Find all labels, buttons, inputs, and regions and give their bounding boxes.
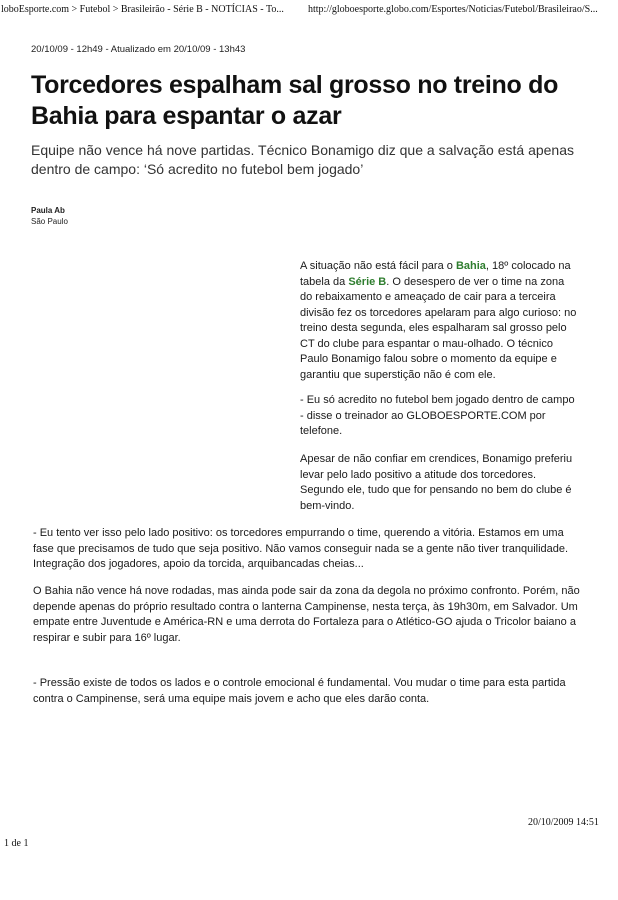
- link-serie-b[interactable]: Série B: [348, 275, 387, 288]
- paragraph-quote-coach: - Eu só acredito no futebol bem jogado dentro de campo - disse o treinador ao GLOBOESPORTE.COM por telefone.: [300, 394, 575, 437]
- page-number: 1 de 1: [4, 838, 29, 849]
- author-location: São Paulo: [31, 217, 68, 226]
- intro-text-2: , 18º colocado na tabela da: [300, 260, 571, 288]
- paragraph-pressure: - Pressão existe de todos os lados e o controle emocional é fundamental. Vou mudar o time para esta partida contra o Campinense, será uma equipe mais jovem e acho que eles darão conta.: [33, 677, 566, 705]
- paragraph-intro: [300, 259, 578, 383]
- article-subtitle: Equipe não vence há nove partidas. Técnico Bonamigo diz que a salvação está apenas dentro de campo: ‘Só acredito no futebol bem jogado’: [31, 142, 574, 177]
- article-title: Torcedores espalham sal grosso no treino do Bahia para espantar o azar: [31, 71, 559, 130]
- paragraph-positive-side: - Eu tento ver isso pelo lado positivo: os torcedores empurrando o time, querendo a vitória. Estamos em uma fase que precisamos de tudo que seja positivo. Não vamos conseguir nada se a gente não tiver tranquilidade. Integração dos jogadores, apoio da torcida, arquibancadas cheias...: [33, 527, 569, 570]
- byline: [31, 205, 68, 227]
- intro-text-1: A situação não está fácil para o: [300, 260, 456, 272]
- link-bahia[interactable]: Bahia: [455, 260, 486, 272]
- author-name: Paula Ab: [31, 206, 65, 215]
- paragraph-crendices: Apesar de não confiar em crendices, Bonamigo preferiu levar pelo lado positivo a atitude dos torcedores. Segundo ele, tudo que for pensando no bem do clube é bem-vindo.: [300, 453, 573, 512]
- article-timestamp: 20/10/09 - 12h49 - Atualizado em 20/10/09 - 13h43: [31, 44, 246, 55]
- print-datetime: 20/10/2009 14:51: [528, 817, 599, 828]
- intro-text-3: . O desespero de ver o time na zona do rebaixamento e ameaçado de cair para a terceira divisão fez os torcedores apelaram para algo curioso: no treino desta segunda, eles espalharam sal grosso pelo CT do clube para espantar o mau-olhado. O técnico Paulo Bonamigo falou sobre o momento da equipe e garantiu que superstição não é com ele.: [300, 275, 577, 381]
- print-header: [0, 4, 618, 20]
- print-url: http://globoesporte.globo.com/Esportes/Noticias/Futebol/Brasileirao/S...: [308, 4, 598, 15]
- paragraph-degola: O Bahia não vence há nove rodadas, mas ainda pode sair da zona da degola no próximo confronto. Porém, não depende apenas do próprio resultado contra o lanterna Campinense, nesta terça, às 19h30m, em Salvador. Um empate entre Juventude e América-RN e uma derrota do Fortaleza para o Atlético-GO ajuda o Tricolor baiano a respirar e subir para 16º lugar.: [33, 585, 580, 644]
- print-site-path: loboEsporte.com > Futebol > Brasileirão - Série B - NOTÍCIAS - To...: [1, 4, 284, 15]
